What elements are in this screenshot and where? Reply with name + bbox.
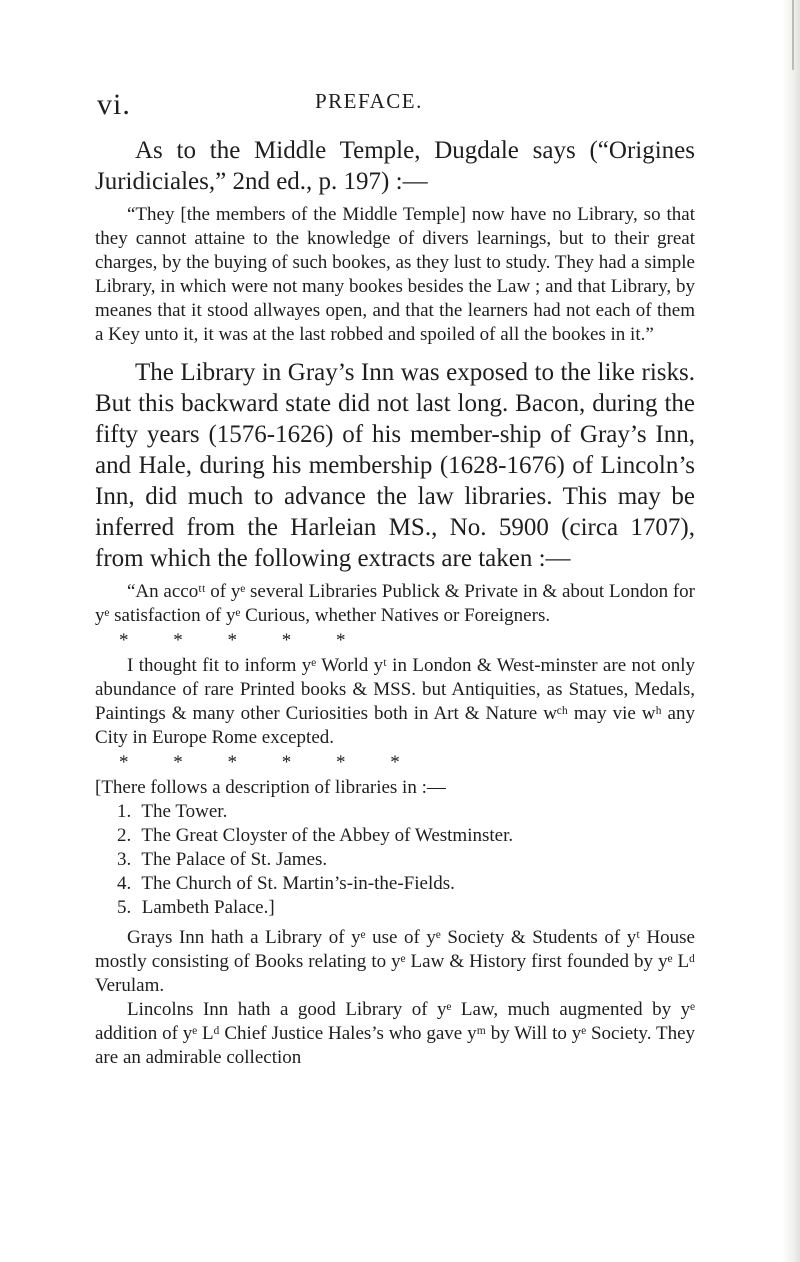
library-list xyxy=(117,800,695,920)
ellipsis-stars-2: * * * * * * xyxy=(119,752,420,773)
list-item: 2. The Great Cloyster of the Abbey of Westminster. xyxy=(117,825,514,846)
grays-inn-paragraph: The Library in Gray’s Inn was exposed to the like risks. But this backward state did not last long. Bacon, during the fifty years (1576-1626) of his member-ship of Gray’s Inn, and Hale, during his membership (1628-1676) of Lincoln’s Inn, did much to advance the law libraries. This may be inferred from the Harleian MS., No. 5900 (circa 1707), from which the following extracts are taken :— xyxy=(95,359,695,572)
ellipsis-stars: * * * * * xyxy=(119,630,366,651)
page-body xyxy=(95,135,695,1070)
bracket-note: [There follows a description of libraries in :— xyxy=(95,777,446,798)
dugdale-quote: “They [the members of the Middle Temple] now have no Library, so that they cannot attaine to the knowledge of divers learnings, but to their great charges, by the buying of such bookes, as they lust to study. They had a simple Library, in which were not many bookes besides the Law ; and that Library, by meanes that it stood allwayes open, and that the learners had not each of them a Key unto it, it was at the last robbed and spoiled of all the bookes in it.” xyxy=(95,204,695,345)
lincolns-inn-library-quote: Lincolns Inn hath a good Library of yᵉ Law, much augmented by yᵉ addition of yᵉ Lᵈ Chief Justice Hales’s who gave yᵐ by Will to yᵉ Society. They are an admirable collection xyxy=(95,999,695,1068)
list-item: 1. The Tower. xyxy=(117,801,228,822)
page-number: vi. xyxy=(97,88,131,121)
harleian-extract-body: I thought fit to inform yᵉ World yᵗ in London & West-minster are not only abundance of rare Printed books & MSS. but Antiquities, as Statues, Medals, Paintings & many other Curiosities both in Art & Nature wᶜʰ may vie wʰ any City in Europe Rome excepted. xyxy=(95,655,695,748)
list-item: 3. The Palace of St. James. xyxy=(117,849,328,870)
running-head: PREFACE. xyxy=(315,89,423,113)
page-edge-mark xyxy=(792,0,794,70)
list-item: 4. The Church of St. Martin’s-in-the-Fields. xyxy=(117,873,455,894)
intro-paragraph: As to the Middle Temple, Dugdale says (“Origines Juridiciales,” 2nd ed., p. 197) :— xyxy=(95,137,695,195)
page-edge-shadow xyxy=(782,0,800,1262)
harleian-extract-title: “An accoᵗᵗ of yᵉ several Libraries Publick & Private in & about London for yᵉ satisfaction of yᵉ Curious, whether Natives or Foreigners. xyxy=(95,581,695,626)
list-item: 5. Lambeth Palace.] xyxy=(117,897,275,918)
grays-inn-library-quote: Grays Inn hath a Library of yᵉ use of yᵉ Society & Students of yᵗ House mostly consisting of Books relating to yᵉ Law & History first founded by yᵉ Lᵈ Verulam. xyxy=(95,927,695,996)
